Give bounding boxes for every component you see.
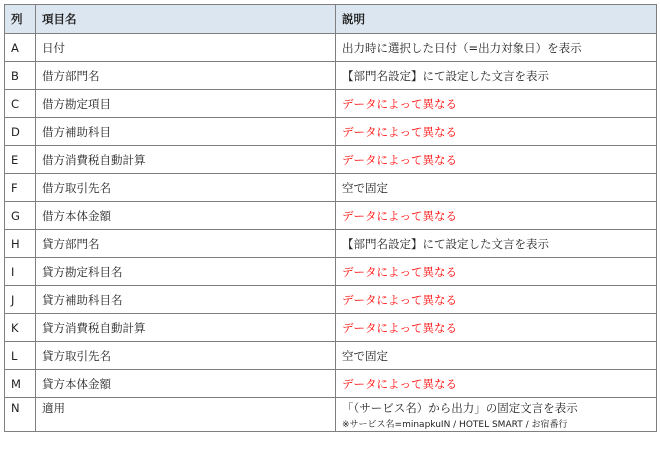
row-column-letter: J: [5, 286, 36, 314]
row-column-letter: H: [5, 230, 36, 258]
row-column-letter: B: [5, 62, 36, 90]
row-description: 【部門名設定】にて設定した文言を表示: [336, 62, 657, 90]
row-column-letter: L: [5, 342, 36, 370]
row-column-letter: K: [5, 314, 36, 342]
row-item-name: 借方取引先名: [36, 174, 336, 202]
row-item-name: 借方消費税自動計算: [36, 146, 336, 174]
row-column-letter: F: [5, 174, 36, 202]
row-description: データによって異なる: [336, 90, 657, 118]
column-spec-table-container: [4, 4, 656, 432]
row-description: 空で固定: [336, 174, 657, 202]
row-item-name: 借方勘定項目: [36, 90, 336, 118]
header-item-name: 項目名: [36, 5, 336, 34]
row-description: データによって異なる: [336, 146, 657, 174]
table-row: [5, 314, 657, 342]
table-row: [5, 230, 657, 258]
row-description: データによって異なる: [336, 258, 657, 286]
row-description: 【部門名設定】にて設定した文言を表示: [336, 230, 657, 258]
table-row: [5, 398, 657, 432]
row-item-name: 借方部門名: [36, 62, 336, 90]
row-column-letter: M: [5, 370, 36, 398]
table-row: [5, 62, 657, 90]
row-item-name: 貸方消費税自動計算: [36, 314, 336, 342]
row-item-name: 借方本体金額: [36, 202, 336, 230]
row-item-name: 貸方本体金額: [36, 370, 336, 398]
service-name-note: ※サービス名=minapkuIN / HOTEL SMART / お宿番行: [342, 420, 568, 430]
table-row: [5, 146, 657, 174]
row-item-name: 日付: [36, 34, 336, 62]
row-item-name: 借方補助科目: [36, 118, 336, 146]
row-column-letter: A: [5, 34, 36, 62]
table-row: [5, 202, 657, 230]
row-description: 「（サービス名）から出力」の固定文言を表示: [342, 401, 578, 415]
table-row: [5, 174, 657, 202]
table-row: [5, 370, 657, 398]
row-description-cell: [336, 398, 657, 432]
column-spec-table: [4, 4, 657, 432]
row-column-letter: G: [5, 202, 36, 230]
table-row: [5, 34, 657, 62]
row-column-letter: I: [5, 258, 36, 286]
table-row: [5, 286, 657, 314]
row-item-name: 貸方部門名: [36, 230, 336, 258]
row-column-letter: E: [5, 146, 36, 174]
row-description: 空で固定: [336, 342, 657, 370]
row-description: データによって異なる: [336, 202, 657, 230]
table-row: [5, 118, 657, 146]
row-item-name: 貸方補助科目名: [36, 286, 336, 314]
table-row: [5, 90, 657, 118]
row-description: データによって異なる: [336, 118, 657, 146]
row-column-letter: D: [5, 118, 36, 146]
row-description: データによって異なる: [336, 314, 657, 342]
row-column-letter: N: [5, 398, 36, 432]
row-item-name: 貸方取引先名: [36, 342, 336, 370]
table-row: [5, 258, 657, 286]
row-description: 出力時に選択した日付（=出力対象日）を表示: [336, 34, 657, 62]
row-column-letter: C: [5, 90, 36, 118]
row-description: データによって異なる: [336, 286, 657, 314]
row-item-name: 適用: [36, 398, 336, 432]
table-header-row: [5, 5, 657, 34]
header-column: 列: [5, 5, 36, 34]
header-description: 説明: [336, 5, 657, 34]
table-row: [5, 342, 657, 370]
row-item-name: 貸方勘定科目名: [36, 258, 336, 286]
row-description: データによって異なる: [336, 370, 657, 398]
